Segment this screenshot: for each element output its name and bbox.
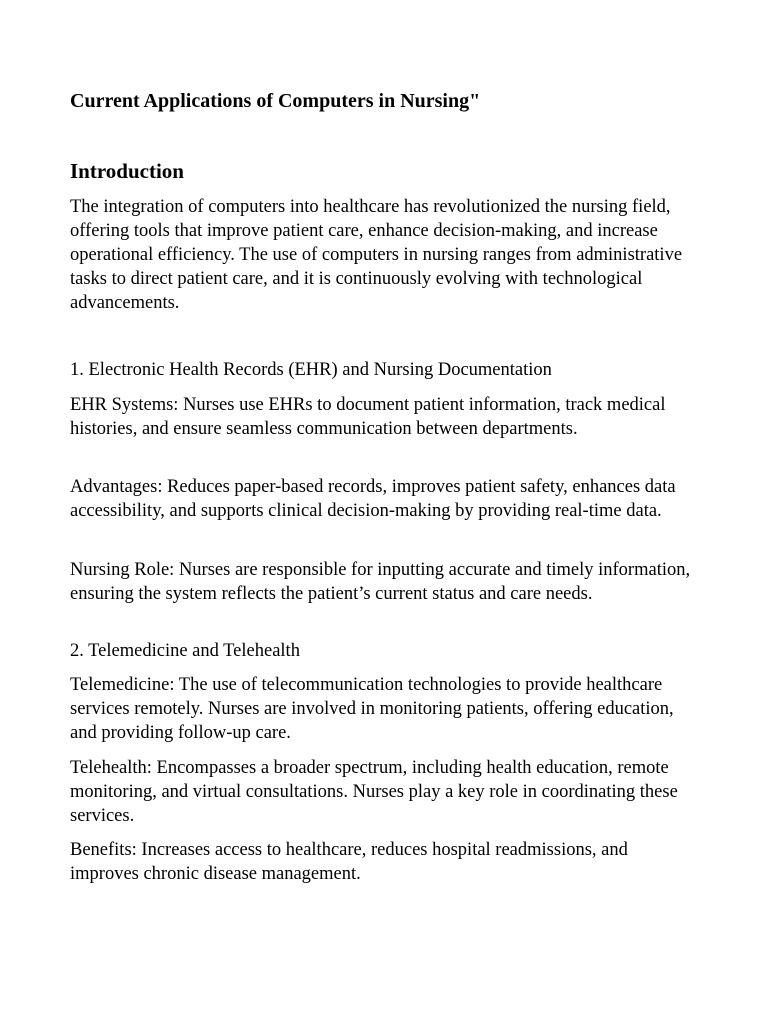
section2-heading: 2. Telemedicine and Telehealth xyxy=(70,641,300,661)
ehr-systems-paragraph: EHR Systems: Nurses use EHRs to document patient information, track medical histories, and ensure seamless communication between departments. xyxy=(70,395,666,439)
benefits-paragraph: Benefits: Increases access to healthcare, reduces hospital readmissions, and improves chronic disease management. xyxy=(70,840,628,884)
section1-heading: 1. Electronic Health Records (EHR) and Nursing Documentation xyxy=(70,360,552,380)
nursing-role-paragraph: Nursing Role: Nurses are responsible for inputting accurate and timely information, ensuring the system reflects the patient’s current status and care needs. xyxy=(70,560,691,604)
introduction-heading: Introduction xyxy=(70,159,184,183)
telehealth-paragraph: Telehealth: Encompasses a broader spectrum, including health education, remote monitoring, and virtual consultations. Nurses play a key role in coordinating these services. xyxy=(70,758,678,826)
telemedicine-paragraph: Telemedicine: The use of telecommunication technologies to provide healthcare services remotely. Nurses are involved in monitoring patients, offering education, and providing follow-up care. xyxy=(70,675,674,743)
advantages-paragraph: Advantages: Reduces paper-based records, improves patient safety, enhances data accessibility, and supports clinical decision-making by providing real-time data. xyxy=(70,477,676,521)
document-title: Current Applications of Computers in Nursing" xyxy=(70,90,481,112)
introduction-paragraph: The integration of computers into healthcare has revolutionized the nursing field, offering tools that improve patient care, enhance decision-making, and increase operational efficiency. The use of computers in nursing ranges from administrative tasks to direct patient care, and it is continuously evolving with technological advancements. xyxy=(70,197,683,313)
